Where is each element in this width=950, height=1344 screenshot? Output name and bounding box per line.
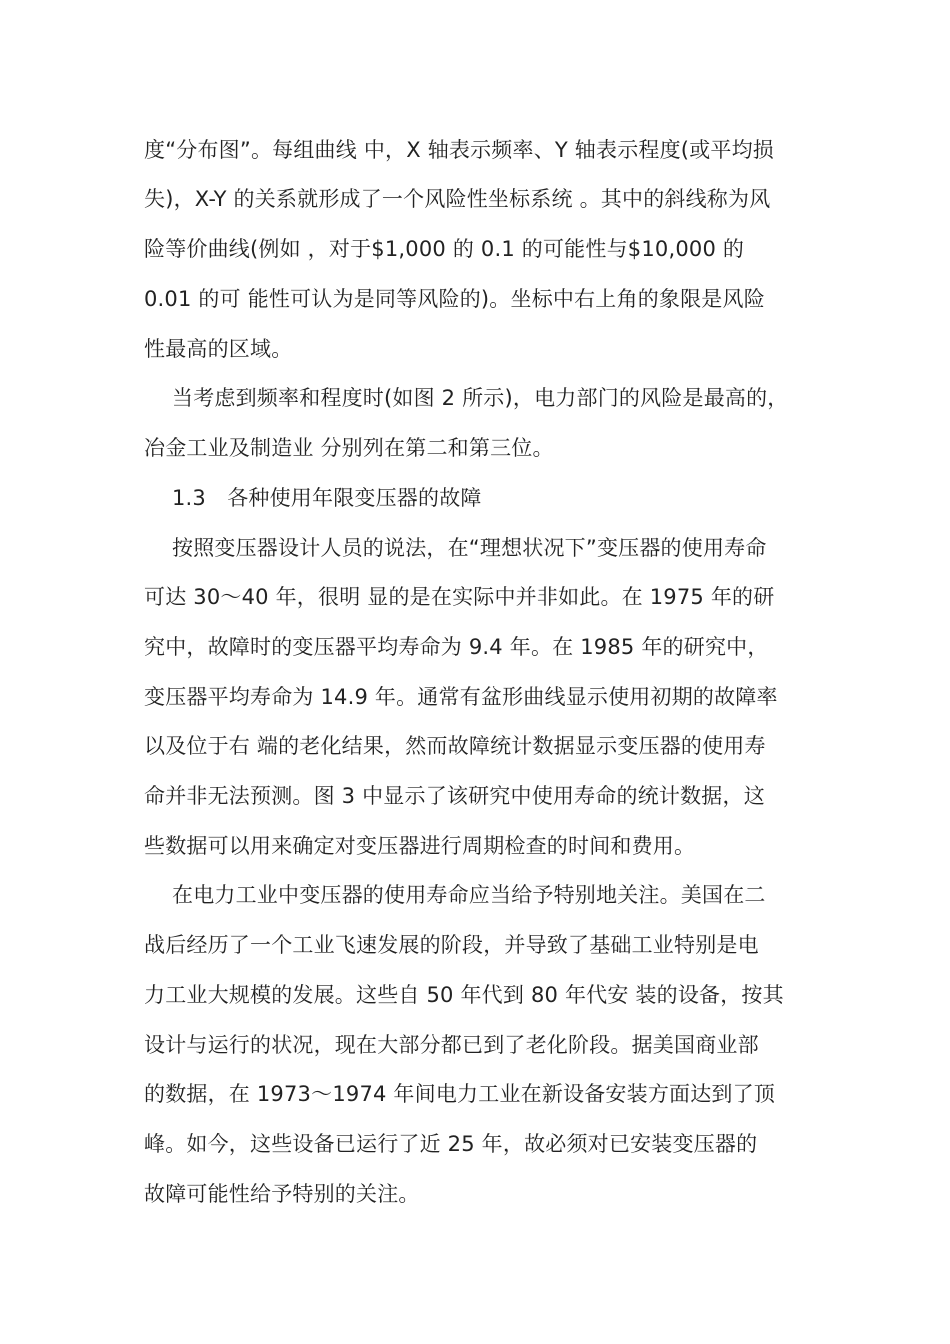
text-line: 战后经历了一个工业飞速发展的阶段，并导致了基础工业特别是电: [144, 933, 759, 957]
text-line: 故障可能性给予特别的关注。: [144, 1182, 420, 1206]
text-line: 命并非无法预测。图 3 中显示了该研究中使用寿命的统计数据，这: [144, 784, 765, 808]
text-line: 失)，X-Y 的关系就形成了一个风险性坐标系统 。其中的斜线称为风: [144, 187, 771, 211]
text-line: 度“分布图”。每组曲线 中，X 轴表示频率、Y 轴表示程度(或平均损: [144, 138, 774, 162]
text-line: 的数据，在 1973～1974 年间电力工业在新设备安装方面达到了顶: [144, 1082, 776, 1106]
text-line: 在电力工业中变压器的使用寿命应当给予特别地关注。美国在二: [172, 883, 766, 907]
text-line: 险等价曲线(例如 ，对于$1,000 的 0.1 的可能性与$10,000 的: [144, 237, 745, 261]
text-line: 究中，故障时的变压器平均寿命为 9.4 年。在 1985 年的研究中，: [144, 635, 769, 659]
section-heading: 1.3 各种使用年限变压器的故障: [172, 486, 482, 510]
text-line: 些数据可以用来确定对变压器进行周期检查的时间和费用。: [144, 834, 696, 858]
text-line: 力工业大规模的发展。这些自 50 年代到 80 年代安 装的设备，按其: [144, 983, 784, 1007]
text-line: 0.01 的可 能性可认为是同等风险的)。坐标中右上角的象限是风险: [144, 287, 765, 311]
text-line: 峰。如今，这些设备已运行了近 25 年，故必须对已安装变压器的: [144, 1132, 758, 1156]
text-line: 按照变压器设计人员的说法，在“理想状况下”变压器的使用寿命: [172, 536, 767, 560]
text-line: 性最高的区域。: [144, 337, 293, 361]
text-line: 设计与运行的状况，现在大部分都已到了老化阶段。据美国商业部: [144, 1033, 759, 1057]
text-line: 当考虑到频率和程度时(如图 2 所示)，电力部门的风险是最高的，: [172, 386, 789, 410]
text-line: 冶金工业及制造业 分别列在第二和第三位。: [144, 436, 554, 460]
text-line: 以及位于右 端的老化结果，然而故障统计数据显示变压器的使用寿: [144, 734, 766, 758]
text-line: 可达 30～40 年，很明 显的是在实际中并非如此。在 1975 年的研: [144, 585, 775, 609]
text-line: 变压器平均寿命为 14.9 年。通常有盆形曲线显示使用初期的故障率: [144, 685, 778, 709]
